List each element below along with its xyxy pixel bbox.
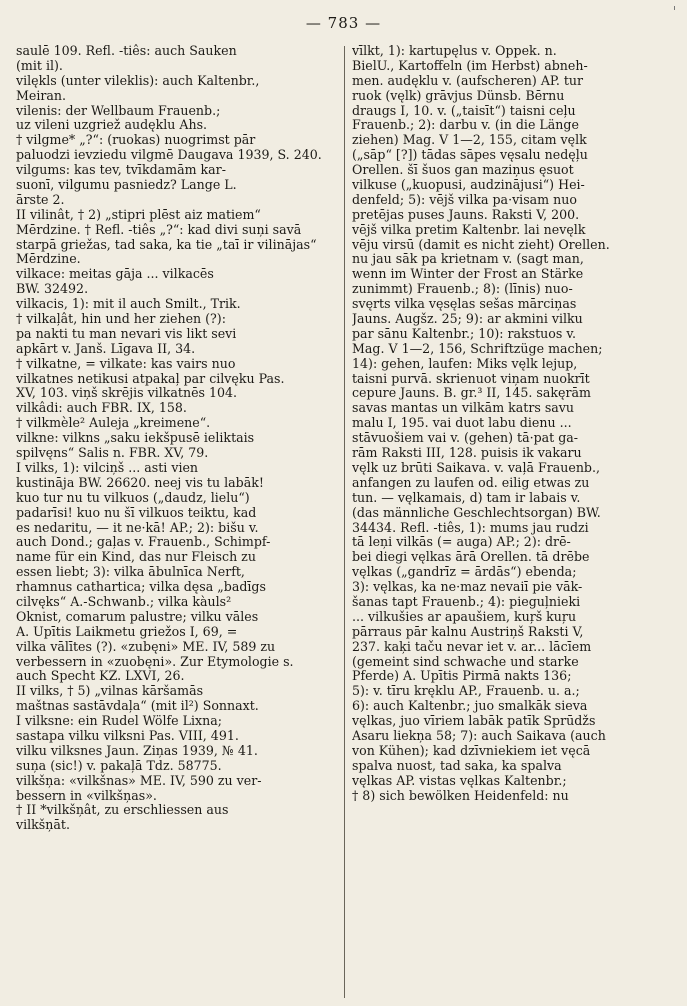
text-line: spilvęns“ Salis n. FBR. XV, 79.	[16, 446, 209, 461]
text-line: Asaru liekņa 58; 7): auch Saikava (auch	[352, 728, 606, 743]
text-line: rām Raksti III, 128. puisis ik vakaru	[352, 446, 582, 461]
text-line: BielU., Kartoffeln (im Herbst) abneh-	[352, 58, 588, 73]
text-line: vęlkas, juo vīriem labāk patīk Sprūdžs	[352, 714, 596, 729]
text-line: draugs I, 10. v. („taisīt“) taisni ceļu	[352, 103, 576, 118]
text-line: pārraus pār kalnu Austriņš Raksti V,	[352, 624, 584, 639]
text-line: (das männliche Geschlechtsorgan) BW.	[352, 505, 601, 520]
text-line: vējš vilka pretim Kaltenbr. lai nevęlk	[352, 222, 586, 237]
text-line: 3): vęlkas, ka ne·maz nevaiī pie vāk-	[352, 580, 583, 595]
text-line: 34434. Refl. -tiês, 1): mums jau rudzi	[352, 520, 589, 535]
text-line: † II *vilkšņât, zu erschliessen aus	[16, 803, 229, 818]
text-line: verbessern in «zuobęni». Zur Etymologie s.	[16, 654, 294, 669]
text-line: es nedaritu, — it ne·kā! AP.; 2): bišu v.	[16, 520, 259, 535]
text-line: suonī, vilgumu pasniedz? Lange L.	[16, 178, 237, 193]
text-line: kustināja BW. 26620. neej vis tu labāk!	[16, 475, 264, 490]
text-line: apkārt v. Janš. Līgava II, 34.	[16, 341, 196, 356]
text-line: A. Upītis Laikmetu griežos I, 69, =	[16, 624, 238, 639]
text-line: † vilkmèle² Auleja „kreimene“.	[16, 416, 211, 431]
text-line: anfangen zu laufen od. eilig etwas zu	[352, 475, 590, 490]
text-line: vilka vālītes (?). «zubęni» ME. IV, 589 zu	[16, 639, 276, 654]
text-line: cepure Jauns. B. gr.³ II, 145. sakęrām	[352, 386, 591, 401]
text-line: Pferde) A. Upītis Pirmā nakts 136;	[352, 669, 572, 684]
text-line: 5): v. tīru kręklu AP., Frauenb. u. a.;	[352, 684, 580, 699]
text-line: Oknist, comarum palustre; vilku vāles	[16, 609, 259, 624]
text-line: vilkne: vilkns „saku iekšpusē ieliktais	[16, 431, 255, 446]
text-line: Frauenb.; 2): darbu v. (in die Länge	[352, 118, 579, 133]
text-line: starpā griežas, tad saka, ka tie „taī ir vilinājas“	[16, 237, 317, 252]
text-line: stāvuošiem vai v. (gehen) tā·pat ga-	[352, 431, 579, 446]
text-line: savas mantas un vilkām katrs savu	[352, 401, 575, 416]
text-line: ziehen) Mag. V 1—2, 155, citam vęlk	[352, 133, 587, 148]
text-line: maštnas sastāvdaļa“ (mit il²) Sonnaxt.	[16, 699, 259, 714]
text-line: ruok (vęlk) grāvjus Dünsb. Bērnu	[352, 88, 565, 103]
page-number: — 783 —	[305, 14, 382, 32]
text-line: vilenis: der Wellbaum Frauenb.;	[16, 103, 221, 118]
text-line: malu I, 195. vai duot labu dienu ...	[352, 416, 572, 431]
text-line: Mērdzine. † Refl. -tiês „?“: kad divi suņi savā	[16, 222, 302, 237]
text-line: I vilks, 1): vilciņš ... asti vien	[16, 460, 199, 475]
text-line: vilękls (unter vileklis): auch Kaltenbr.,	[16, 73, 260, 88]
text-line: † vilgme* „?“: (ruokas) nuogrimst pār	[16, 133, 256, 148]
text-line: ... vilkušies ar apaušiem, kuŗš kuŗu	[352, 609, 577, 624]
text-line: bessern in «vilkšņas».	[16, 788, 157, 803]
text-line: kuo tur nu tu vilkuos („daudz, lielu“)	[16, 490, 250, 505]
text-line: essen liebt; 3): vilka ābulnīca Nerft,	[16, 565, 245, 580]
text-line: paluodzi ievziedu vilgmē Daugava 1939, S. 240.	[16, 148, 322, 163]
text-line: vīlkt, 1): kartupęlus v. Oppek. n.	[352, 44, 557, 58]
text-line: bei diegi vęlkas ārā Orellen. tā drēbe	[352, 550, 590, 565]
text-line: (mit il).	[16, 58, 63, 73]
text-line: vęlkas AP. vistas vęlkas Kaltenbr.;	[352, 773, 567, 788]
text-line: name für ein Kind, das nur Fleisch zu	[16, 550, 256, 565]
text-line: zunimmt) Frauenb.; 8): (līnis) nuo-	[352, 282, 573, 297]
text-line: sastapa vilku vilksni Pas. VIII, 491.	[16, 728, 239, 743]
text-line: rhamnus cathartica; vilka dęsa „badīgs	[16, 580, 266, 595]
text-line: 237. kaķi taču nevar iet v. ar... lācīem	[352, 639, 592, 654]
text-line: vilku vilksnes Jaun. Ziņas 1939, № 41.	[16, 743, 258, 758]
text-line: † vilkatne, = vilkate: kas vairs nuo	[16, 356, 236, 371]
text-line: XV, 103. viņš skrējis vilkatnēs 104.	[16, 386, 238, 401]
text-line: ārste 2.	[16, 192, 65, 207]
text-line: šanas tapt Frauenb.; 4): pieguļnieki	[352, 594, 581, 609]
text-line: I vilksne: ein Rudel Wölfe Lixna;	[16, 714, 222, 729]
text-line: svęrts vilka vęsęlas sešas mārciņas	[352, 297, 577, 312]
text-line: tun. — vęlkamais, d) tam ir labais v.	[352, 490, 581, 505]
text-line: II vilinât, † 2) „stipri plēst aiz matiem“	[16, 207, 261, 222]
text-line: vilkšņa: «vilkšnas» ME. IV, 590 zu ver-	[16, 773, 262, 788]
text-line: vēju virsū (damit es nicht zieht) Orellen.	[352, 237, 610, 252]
text-line: taisni purvā. skrienuot viņam nuokrīt	[352, 371, 590, 386]
text-line: tā leņi vilkās (= auga) AP.; 2): drē-	[352, 535, 571, 550]
text-line: pa nakti tu man nevari vis likt sevi	[16, 326, 237, 341]
text-line: Mag. V 1—2, 156, Schriftzüge machen;	[352, 341, 603, 356]
corner-mark	[674, 6, 675, 10]
text-line: denfeld; 5): vējš vilka pa·visam nuo	[352, 192, 577, 207]
text-line: („sāp“ [?]) tādas sāpes vęsalu nedęļu	[352, 148, 588, 163]
text-line: vilkace: meitas gāja ... vilkacēs	[16, 267, 214, 282]
text-line: vilkâdi: auch FBR. IX, 158.	[16, 401, 187, 416]
text-line: 14): gehen, laufen: Miks vęlk lejup,	[352, 356, 578, 371]
text-line: cilvęks“ A.-Schwanb.; vilka kàuls²	[16, 594, 232, 609]
text-line: spalva nuost, tad saka, ka spalva	[352, 758, 562, 773]
text-line: pretējas puses Jauns. Raksti V, 200.	[352, 207, 580, 222]
text-line: men. audęklu v. (aufscheren) AP. tur	[352, 73, 584, 88]
text-line: wenn im Winter der Frost an Stärke	[352, 267, 584, 282]
text-line: BW. 32492.	[16, 282, 89, 297]
text-line: vęlkas („gandrīz = ārdās“) ebenda;	[352, 565, 577, 580]
text-line: Meiran.	[16, 88, 67, 103]
text-line: † vilkaļât, hin und her ziehen (?):	[16, 312, 226, 327]
text-line: † 8) sich bewölken Heidenfeld: nu	[352, 788, 569, 803]
text-line: nu jau sāk pa krietnam v. (sagt man,	[352, 252, 584, 267]
text-line: vilkuse („kuopusi, audzinājusi“) Hei-	[352, 178, 585, 193]
text-line: 6): auch Kaltenbr.; juo smalkāk sieva	[352, 699, 588, 714]
text-line: saulē 109. Refl. -tiês: auch Sauken	[16, 44, 237, 58]
text-line: von Kühen); kad dzīvniekiem iet vęcā	[352, 743, 591, 758]
text-line: suņa (sic!) v. pakaļā Tdz. 58775.	[16, 758, 222, 773]
text-line: Jauns. Augšz. 25; 9): ar akmini vilku	[352, 312, 583, 327]
text-line: par sānu Kaltenbr.; 10): rakstuos v.	[352, 326, 576, 341]
text-line: vilkšņāt.	[16, 818, 70, 833]
column-divider	[344, 46, 345, 998]
text-line: II vilks, † 5) „vilnas kāršamās	[16, 684, 204, 699]
text-line: (gemeint sind schwache und starke	[352, 654, 579, 669]
text-line: vęlk uz brūti Saikava. v. vaļā Frauenb.,	[352, 460, 600, 475]
text-line: vilgums: kas tev, tvīkdamām kar-	[16, 163, 226, 178]
text-line: vilkatnes netikusi atpakaļ par cilvęku Pas.	[16, 371, 285, 386]
left-column	[16, 44, 338, 999]
right-column	[352, 44, 676, 999]
text-line: auch Specht KZ. LXVI, 26.	[16, 669, 185, 684]
text-line: auch Dond.; gaļas v. Frauenb., Schimpf-	[16, 535, 271, 550]
text-line: uz vileni uzgriež audęklu Ahs.	[16, 118, 208, 133]
text-line: padarīsi! kuo nu šī vilkuos teiktu, kad	[16, 505, 257, 520]
text-line: Orellen. šī šuos gan maziņus ęsuot	[352, 163, 574, 178]
text-line: Mērdzine.	[16, 252, 81, 267]
text-line: vilkacis, 1): mit il auch Smilt., Trik.	[16, 297, 241, 312]
